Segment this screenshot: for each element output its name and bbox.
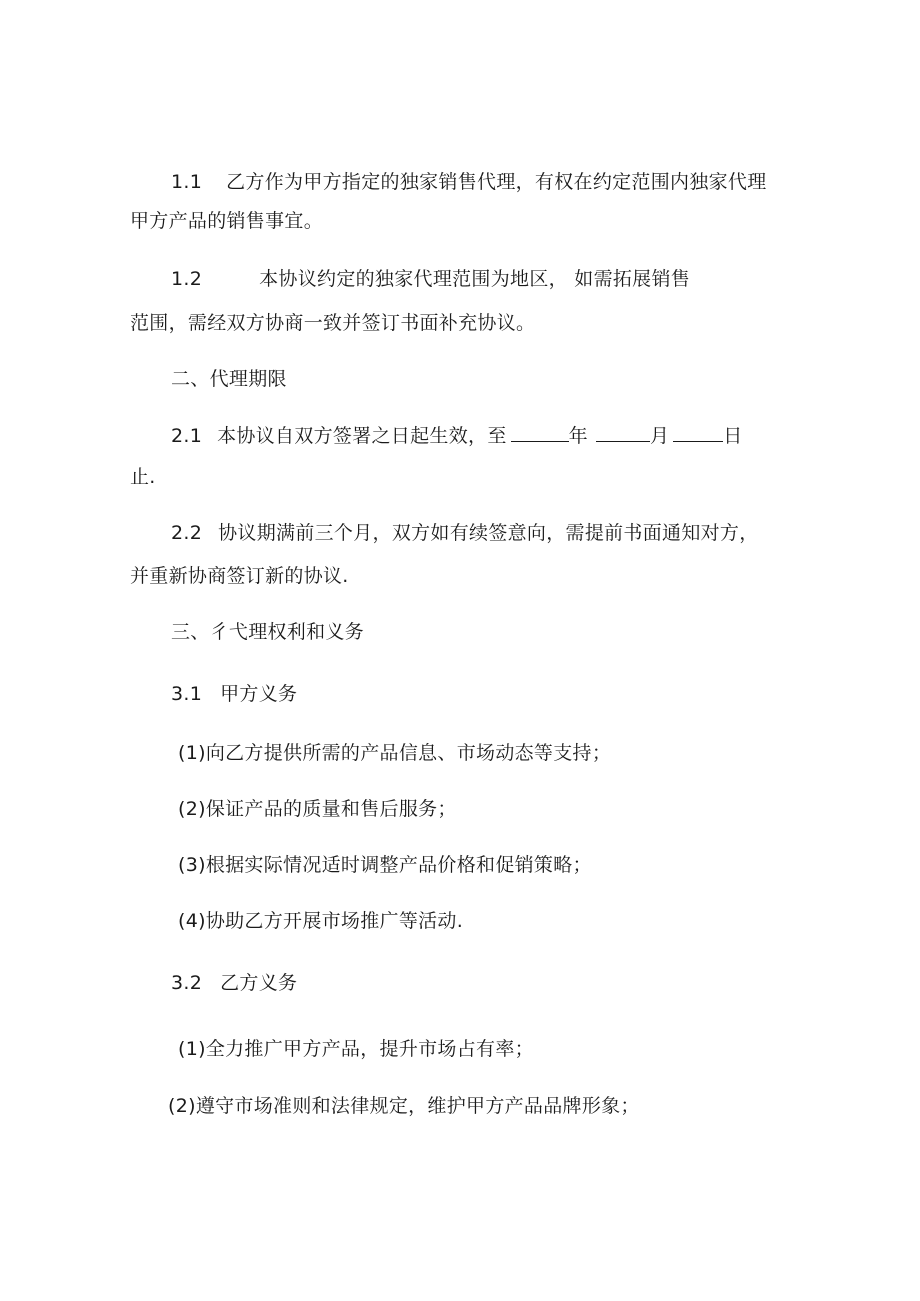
section-heading-2: 二、代理期限 (171, 368, 287, 390)
clause-text: 本协议约定的独家代理范围为地区， 如需拓展销售 (259, 268, 691, 290)
clause-number: 3.1 (171, 683, 203, 705)
clause-number: 3.2 (171, 972, 203, 994)
month-label: 月 (649, 425, 670, 447)
list-item: (2)保证产品的质量和售后服务； (178, 798, 457, 820)
clause-text: 范围，需经双方协商一致并签订书面补充协议。 (130, 312, 536, 334)
clause-1-1-line-2 (130, 209, 323, 233)
clause-1-2-line-1 (171, 267, 690, 291)
clause-2-1-line-2 (130, 465, 156, 489)
clause-3-2-heading (171, 971, 297, 995)
clause-text: 协议期满前三个月，双方如有续签意向，需提前书面通知对方， (218, 522, 759, 544)
clause-number: 2.1 (171, 425, 203, 447)
clause-number: 2.2 (171, 522, 203, 544)
month-blank (596, 423, 650, 442)
clause-3-1-heading (171, 682, 297, 706)
clause-title: 甲方义务 (220, 683, 298, 705)
clause-2-2-line-1 (171, 521, 759, 545)
clause-text: 并重新协商签订新的协议. (130, 565, 349, 587)
list-item: (4)协助乙方开展市场推广等活动. (178, 910, 464, 932)
clause-1-2-line-2 (130, 311, 535, 335)
clause-number: 1.2 (171, 268, 203, 290)
day-label: 日 (723, 425, 743, 447)
clause-title: 乙方义务 (220, 972, 298, 994)
clause-text: 本协议自双方签署之日起生效，至 (217, 425, 507, 447)
year-label: 年 (568, 425, 588, 447)
day-blank (673, 423, 723, 442)
list-item: (1)向乙方提供所需的产品信息、市场动态等支持； (178, 742, 612, 764)
list-item: (3)根据实际情况适时调整产品价格和促销策略； (178, 854, 592, 876)
clause-number: 1.1 (171, 171, 203, 193)
section-heading-3: 三、彳弋理权利和义务 (171, 621, 365, 643)
list-item: (1)全力推广甲方产品，提升市场占有率； (178, 1038, 534, 1060)
year-blank (511, 423, 569, 442)
clause-2-1-line-1 (171, 423, 743, 448)
clause-text: 止. (130, 466, 156, 488)
clause-1-1-line-1 (171, 170, 767, 194)
clause-2-2-line-2 (130, 564, 349, 588)
list-item: (2)遵守市场准则和法律规定，维护甲方产品品牌形象； (168, 1095, 640, 1117)
clause-text: 甲方产品的销售事宜。 (130, 210, 324, 232)
clause-text: 乙方作为甲方指定的独家销售代理，有权在约定范围内独家代理 (226, 171, 767, 193)
